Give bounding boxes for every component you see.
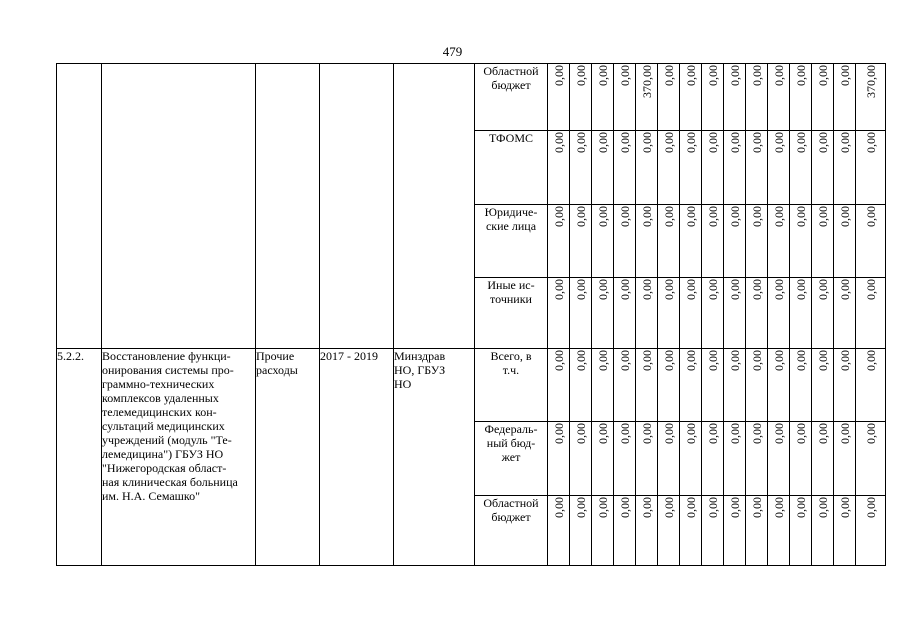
value-cell xyxy=(724,131,746,205)
value-cell xyxy=(570,131,592,205)
value-cell xyxy=(636,349,658,422)
value-cell xyxy=(834,496,856,566)
value-text: 0,00 xyxy=(863,132,878,153)
funding-source-line: Всего, в xyxy=(490,349,532,363)
value-text: 0,00 xyxy=(771,279,786,300)
value-cell xyxy=(570,205,592,278)
value-cell xyxy=(680,131,702,205)
description-line: телемедицинских кон- xyxy=(102,405,217,419)
value-cell xyxy=(592,422,614,496)
value-cell xyxy=(746,496,768,566)
value-text: 0,00 xyxy=(683,132,698,153)
funding-source-line: т.ч. xyxy=(502,363,520,377)
value-text: 0,00 xyxy=(749,497,764,518)
value-cell xyxy=(636,64,658,131)
value-text: 0,00 xyxy=(727,423,742,444)
description-line: граммно-технических xyxy=(102,377,215,391)
value-cell xyxy=(680,496,702,566)
value-cell xyxy=(592,64,614,131)
value-text: 0,00 xyxy=(815,423,830,444)
value-cell xyxy=(812,278,834,349)
value-cell xyxy=(724,205,746,278)
value-cell xyxy=(746,422,768,496)
empty-description-cell xyxy=(102,64,256,349)
value-cell xyxy=(812,349,834,422)
value-text: 0,00 xyxy=(793,350,808,371)
funding-source-line: точники xyxy=(490,292,532,306)
value-cell xyxy=(724,278,746,349)
value-cell xyxy=(746,349,768,422)
empty-expense-cell xyxy=(256,64,320,349)
value-text: 0,00 xyxy=(727,350,742,371)
value-text: 0,00 xyxy=(837,65,852,86)
value-text: 0,00 xyxy=(749,350,764,371)
value-cell xyxy=(658,64,680,131)
value-text: 0,00 xyxy=(661,350,676,371)
value-text: 0,00 xyxy=(617,279,632,300)
value-cell xyxy=(658,205,680,278)
budget-table xyxy=(56,63,886,566)
value-cell xyxy=(834,422,856,496)
value-text: 0,00 xyxy=(617,206,632,227)
value-cell xyxy=(768,205,790,278)
empty-period-cell xyxy=(320,64,394,349)
funding-source-cell xyxy=(475,64,548,131)
value-text: 0,00 xyxy=(863,206,878,227)
value-cell xyxy=(834,349,856,422)
value-text: 0,00 xyxy=(683,279,698,300)
value-cell xyxy=(768,278,790,349)
period xyxy=(320,349,394,566)
value-cell xyxy=(834,64,856,131)
value-text: 0,00 xyxy=(837,497,852,518)
funding-source-line: Юридиче- xyxy=(484,205,538,219)
value-text: 0,00 xyxy=(793,65,808,86)
value-text: 0,00 xyxy=(863,350,878,371)
value-cell xyxy=(636,205,658,278)
value-text: 0,00 xyxy=(573,65,588,86)
value-text: 0,00 xyxy=(771,497,786,518)
funding-source-cell xyxy=(475,205,548,278)
value-cell xyxy=(768,422,790,496)
value-text: 0,00 xyxy=(551,65,566,86)
value-text: 0,00 xyxy=(837,132,852,153)
value-text: 0,00 xyxy=(705,423,720,444)
value-cell xyxy=(768,349,790,422)
value-cell xyxy=(790,422,812,496)
funding-source-line: Иные ис- xyxy=(487,278,535,292)
value-text: 0,00 xyxy=(771,350,786,371)
value-text: 0,00 xyxy=(573,279,588,300)
expense-type xyxy=(256,349,320,566)
value-text: 0,00 xyxy=(749,206,764,227)
value-text: 0,00 xyxy=(727,132,742,153)
value-text: 0,00 xyxy=(727,279,742,300)
value-text: 0,00 xyxy=(595,206,610,227)
funding-source-line: Областной xyxy=(483,496,539,510)
value-cell xyxy=(746,64,768,131)
item-number: 5.2.2. xyxy=(57,349,102,566)
description-line: Восстановление функци- xyxy=(102,349,231,363)
value-cell xyxy=(724,64,746,131)
value-cell xyxy=(768,64,790,131)
value-cell xyxy=(834,278,856,349)
value-cell xyxy=(768,496,790,566)
value-text: 0,00 xyxy=(837,423,852,444)
value-cell xyxy=(856,131,886,205)
value-cell xyxy=(548,422,570,496)
value-cell xyxy=(658,422,680,496)
value-cell xyxy=(614,422,636,496)
value-cell xyxy=(746,131,768,205)
value-cell xyxy=(548,205,570,278)
value-cell xyxy=(834,205,856,278)
page-number: 479 xyxy=(442,44,463,59)
funding-source-line: ТФОМС xyxy=(488,131,534,145)
value-cell xyxy=(790,205,812,278)
value-text: 0,00 xyxy=(705,65,720,86)
funding-source-cell xyxy=(475,278,548,349)
value-cell xyxy=(702,496,724,566)
table-row xyxy=(57,64,886,131)
value-text: 0,00 xyxy=(705,132,720,153)
value-cell xyxy=(812,205,834,278)
executor-line: Минздрав xyxy=(394,349,446,363)
value-cell xyxy=(790,64,812,131)
description-line: "Нижегородская област- xyxy=(102,461,227,475)
value-text: 0,00 xyxy=(815,206,830,227)
value-text: 370,00 xyxy=(639,65,654,98)
funding-source-line: Федераль- xyxy=(484,422,538,436)
value-cell xyxy=(812,131,834,205)
value-text: 0,00 xyxy=(551,279,566,300)
value-cell xyxy=(636,131,658,205)
value-text: 0,00 xyxy=(815,132,830,153)
value-text: 0,00 xyxy=(573,132,588,153)
value-text: 0,00 xyxy=(705,206,720,227)
value-cell xyxy=(702,205,724,278)
value-text: 0,00 xyxy=(661,423,676,444)
value-cell xyxy=(570,422,592,496)
value-text: 0,00 xyxy=(863,423,878,444)
value-cell xyxy=(570,278,592,349)
value-text: 0,00 xyxy=(863,497,878,518)
value-text: 0,00 xyxy=(639,350,654,371)
value-cell xyxy=(768,131,790,205)
table-row xyxy=(57,349,886,422)
executor xyxy=(394,349,475,566)
value-cell xyxy=(812,64,834,131)
value-cell xyxy=(658,496,680,566)
description-line: комплексов удаленных xyxy=(102,391,219,405)
value-cell xyxy=(856,278,886,349)
value-cell xyxy=(548,64,570,131)
funding-source-line: жет xyxy=(501,450,521,464)
value-text: 0,00 xyxy=(595,279,610,300)
value-text: 0,00 xyxy=(837,350,852,371)
value-text: 0,00 xyxy=(793,497,808,518)
value-cell xyxy=(636,278,658,349)
value-cell xyxy=(570,496,592,566)
value-cell xyxy=(834,131,856,205)
value-text: 0,00 xyxy=(727,65,742,86)
empty-executor-cell xyxy=(394,64,475,349)
value-cell xyxy=(614,205,636,278)
value-text: 0,00 xyxy=(727,206,742,227)
value-cell xyxy=(592,278,614,349)
value-text: 0,00 xyxy=(683,423,698,444)
value-cell xyxy=(856,64,886,131)
value-cell xyxy=(746,278,768,349)
value-cell xyxy=(592,131,614,205)
funding-source-line: бюджет xyxy=(491,510,531,524)
funding-source-line: ские лица xyxy=(485,219,537,233)
value-text: 0,00 xyxy=(639,423,654,444)
value-cell xyxy=(592,349,614,422)
value-cell xyxy=(592,205,614,278)
value-cell xyxy=(548,131,570,205)
value-text: 0,00 xyxy=(595,423,610,444)
value-text: 0,00 xyxy=(683,350,698,371)
value-cell xyxy=(548,496,570,566)
value-cell xyxy=(790,349,812,422)
value-cell xyxy=(746,205,768,278)
value-text: 0,00 xyxy=(815,350,830,371)
value-cell xyxy=(614,131,636,205)
value-text: 0,00 xyxy=(683,206,698,227)
value-cell xyxy=(680,205,702,278)
value-cell xyxy=(592,496,614,566)
value-cell xyxy=(658,278,680,349)
value-text: 0,00 xyxy=(661,206,676,227)
value-text: 0,00 xyxy=(771,423,786,444)
value-cell xyxy=(812,496,834,566)
description-line: учреждений (модуль "Те- xyxy=(102,433,232,447)
value-cell xyxy=(702,278,724,349)
value-text: 0,00 xyxy=(617,65,632,86)
funding-source-cell xyxy=(475,496,548,566)
value-text: 0,00 xyxy=(551,206,566,227)
value-text: 0,00 xyxy=(617,350,632,371)
value-cell xyxy=(724,496,746,566)
value-cell xyxy=(570,349,592,422)
value-text: 0,00 xyxy=(771,65,786,86)
value-text: 0,00 xyxy=(815,497,830,518)
value-text: 0,00 xyxy=(705,279,720,300)
item-description xyxy=(102,349,256,566)
value-text: 0,00 xyxy=(771,132,786,153)
value-text: 0,00 xyxy=(837,206,852,227)
value-text: 0,00 xyxy=(749,423,764,444)
value-text: 0,00 xyxy=(573,497,588,518)
value-text: 0,00 xyxy=(573,423,588,444)
value-text: 0,00 xyxy=(551,350,566,371)
value-cell xyxy=(812,422,834,496)
value-cell xyxy=(636,496,658,566)
funding-source-cell xyxy=(475,131,548,205)
description-line: ная клиническая больница xyxy=(102,475,238,489)
description-line: им. Н.А. Семашко" xyxy=(102,489,201,503)
value-text: 0,00 xyxy=(595,497,610,518)
value-cell xyxy=(680,278,702,349)
description-line: онирования системы про- xyxy=(102,363,234,377)
value-cell xyxy=(680,64,702,131)
value-cell xyxy=(702,349,724,422)
value-cell xyxy=(614,64,636,131)
value-text: 0,00 xyxy=(595,350,610,371)
executor-line: НО xyxy=(394,377,412,391)
value-text: 0,00 xyxy=(771,206,786,227)
value-text: 0,00 xyxy=(793,423,808,444)
value-cell xyxy=(570,64,592,131)
value-cell xyxy=(790,131,812,205)
value-cell xyxy=(856,496,886,566)
value-text: 0,00 xyxy=(551,423,566,444)
value-text: 0,00 xyxy=(661,65,676,86)
value-text: 0,00 xyxy=(749,132,764,153)
value-text: 0,00 xyxy=(617,132,632,153)
value-text: 0,00 xyxy=(815,279,830,300)
value-cell xyxy=(790,278,812,349)
value-cell xyxy=(790,496,812,566)
value-text: 0,00 xyxy=(793,279,808,300)
value-text: 0,00 xyxy=(639,206,654,227)
value-text: 0,00 xyxy=(863,279,878,300)
value-text: 0,00 xyxy=(639,497,654,518)
value-text: 0,00 xyxy=(837,279,852,300)
value-cell xyxy=(724,422,746,496)
funding-source-line: ный бюд- xyxy=(486,436,536,450)
value-cell xyxy=(702,64,724,131)
value-text: 0,00 xyxy=(639,279,654,300)
value-cell xyxy=(724,349,746,422)
value-cell xyxy=(680,422,702,496)
funding-source-line: бюджет xyxy=(491,78,531,92)
value-cell xyxy=(658,131,680,205)
empty-number-cell xyxy=(57,64,102,349)
value-cell xyxy=(614,349,636,422)
value-text: 0,00 xyxy=(815,65,830,86)
value-cell xyxy=(702,422,724,496)
value-text: 0,00 xyxy=(573,350,588,371)
value-text: 0,00 xyxy=(617,497,632,518)
value-text: 0,00 xyxy=(661,132,676,153)
value-text: 0,00 xyxy=(683,65,698,86)
funding-source-cell xyxy=(475,422,548,496)
value-text: 0,00 xyxy=(749,65,764,86)
description-line: сультаций медицинских xyxy=(102,419,225,433)
value-text: 0,00 xyxy=(617,423,632,444)
value-text: 0,00 xyxy=(551,497,566,518)
value-cell xyxy=(856,422,886,496)
value-text: 0,00 xyxy=(705,350,720,371)
description-line: лемедицина") ГБУЗ НО xyxy=(102,447,224,461)
value-cell xyxy=(614,278,636,349)
value-text: 0,00 xyxy=(639,132,654,153)
value-text: 0,00 xyxy=(705,497,720,518)
funding-source-line: Областной xyxy=(483,64,539,78)
value-cell xyxy=(614,496,636,566)
value-text: 0,00 xyxy=(595,65,610,86)
value-text: 0,00 xyxy=(661,279,676,300)
value-cell xyxy=(680,349,702,422)
value-text: 0,00 xyxy=(551,132,566,153)
value-text: 0,00 xyxy=(793,132,808,153)
value-cell xyxy=(856,349,886,422)
value-text: 0,00 xyxy=(683,497,698,518)
value-text: 0,00 xyxy=(573,206,588,227)
value-cell xyxy=(658,349,680,422)
expense-type-line: расходы xyxy=(256,363,298,377)
value-text: 0,00 xyxy=(793,206,808,227)
expense-type-line: Прочие xyxy=(256,349,295,363)
value-cell xyxy=(702,131,724,205)
period-text: 2017 - 2019 xyxy=(320,349,378,363)
funding-source-cell xyxy=(475,349,548,422)
value-text: 370,00 xyxy=(863,65,878,98)
value-cell xyxy=(856,205,886,278)
value-cell xyxy=(548,278,570,349)
value-text: 0,00 xyxy=(727,497,742,518)
value-text: 0,00 xyxy=(595,132,610,153)
value-cell xyxy=(548,349,570,422)
value-text: 0,00 xyxy=(661,497,676,518)
value-text: 0,00 xyxy=(749,279,764,300)
value-cell xyxy=(636,422,658,496)
executor-line: НО, ГБУЗ xyxy=(394,363,446,377)
